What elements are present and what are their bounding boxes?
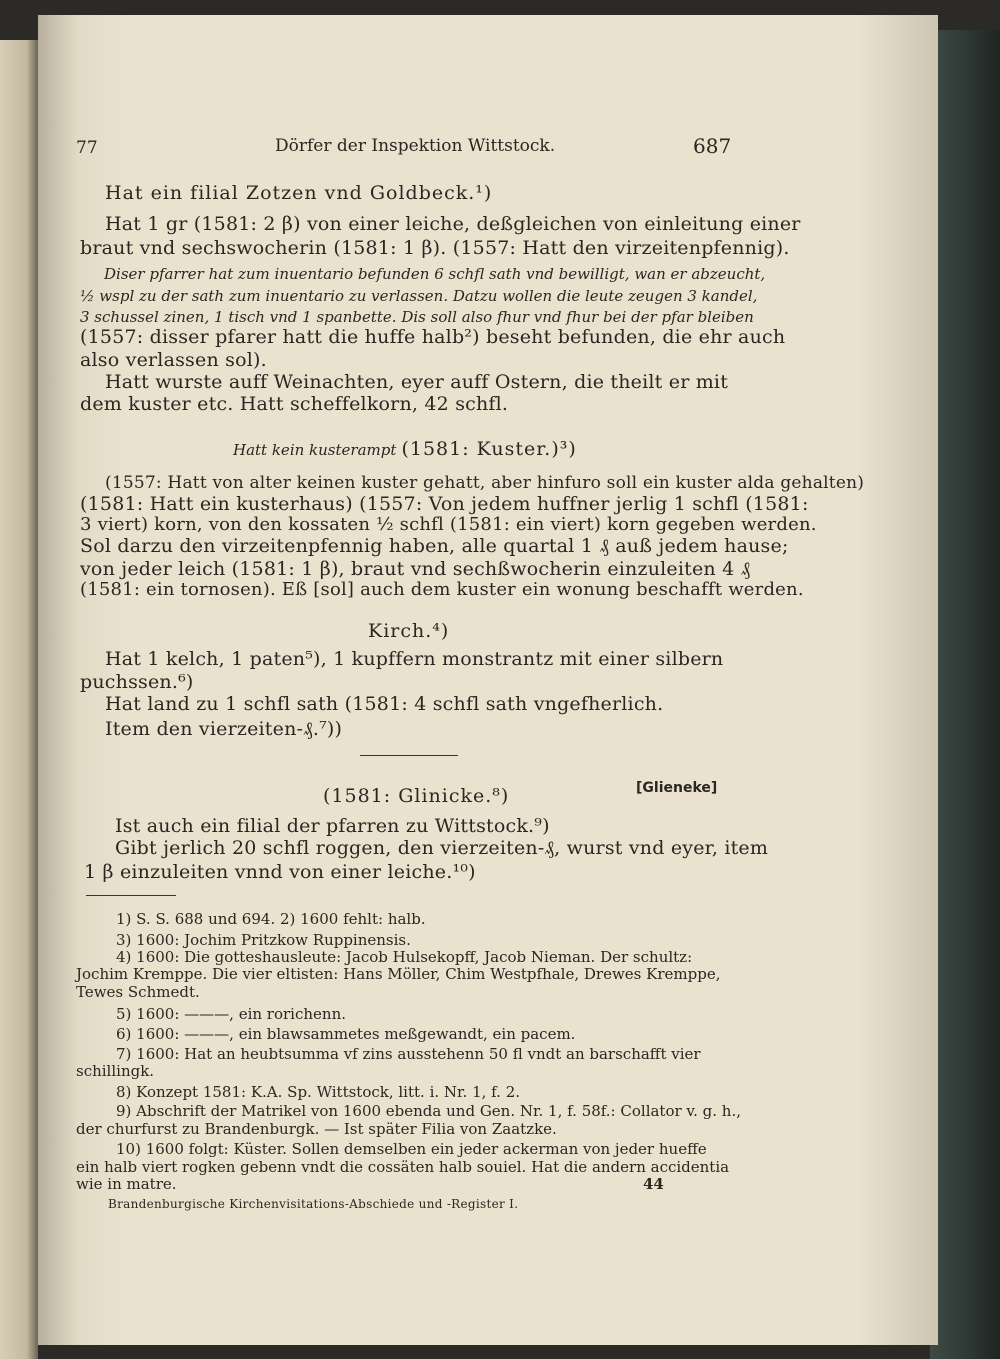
- text-line: von jeder leich (1581: 1 β), braut vnd sechßwocherin einzuleiten 4 ₰: [80, 558, 751, 580]
- footnote: 3) 1600: Jochim Pritzkow Ruppinensis.: [116, 931, 411, 949]
- book-page: [38, 15, 938, 1345]
- section-divider: [360, 755, 458, 756]
- footnote: ein halb viert rogken gebenn vndt die cossäten halb souiel. Hat die andern accidentia: [76, 1158, 730, 1176]
- header-left-number: 77: [76, 138, 98, 158]
- italic-line: Diser pfarrer hat zum inuentario befunden 6 schfl sath vnd bewilligt, wan er abzeucht,: [104, 265, 766, 283]
- margin-note: [Glieneke]: [636, 780, 718, 796]
- text-line: Item den vierzeiten-₰.⁷)): [105, 718, 343, 740]
- section-heading-kirch: Kirch.⁴): [368, 620, 450, 642]
- footnote: wie in matre.: [76, 1175, 177, 1193]
- footnote: Tewes Schmedt.: [76, 983, 200, 1001]
- text-line: Gibt jerlich 20 schfl roggen, den vierzeiten-₰, wurst vnd eyer, item: [115, 837, 769, 859]
- footnote: schillingk.: [76, 1062, 155, 1080]
- text-line: braut vnd sechswocherin (1581: 1 β). (1557: Hatt den virzeitenpfennig).: [80, 237, 790, 259]
- facing-page-edge: [0, 40, 38, 1359]
- section-heading-zotzen: Hat ein filial Zotzen vnd Goldbeck.¹): [105, 182, 493, 204]
- running-title: Dörfer der Inspektion Wittstock.: [275, 136, 556, 156]
- footnote: Jochim Kremppe. Die vier eltisten: Hans Möller, Chim Westpfhale, Drewes Kremppe,: [76, 965, 721, 983]
- text-line: 1 β einzuleiten vnnd von einer leiche.¹⁰): [84, 861, 476, 883]
- italic-line: 3 schussel zinen, 1 tisch vnd 1 spanbette. Dis soll also fhur vnd fhur bei der pfar bleiben: [80, 308, 754, 326]
- text-line: Ist auch ein filial der pfarren zu Wittstock.⁹): [115, 815, 550, 837]
- footnote: 5) 1600: ———, ein rorichenn.: [116, 1005, 346, 1023]
- footnote: 9) Abschrift der Matrikel von 1600 ebenda und Gen. Nr. 1, f. 58f.: Collator v. g. h.,: [116, 1102, 741, 1120]
- text-line: (1581: Hatt ein kusterhaus) (1557: Von jedem huffner jerlig 1 schfl (1581:: [80, 493, 809, 515]
- text-line: Hat 1 kelch, 1 paten⁵), 1 kupffern monstrantz mit einer silbern: [105, 648, 724, 670]
- footnote: der churfurst zu Brandenburgk. — Ist später Filia von Zaatzke.: [76, 1120, 557, 1138]
- heading-roman-part: (1581: Kuster.)³): [401, 438, 577, 460]
- text-line: Hat 1 gr (1581: 2 β) von einer leiche, deßgleichen von einleitung einer: [105, 213, 801, 235]
- text-line: dem kuster etc. Hatt scheffelkorn, 42 schfl.: [80, 393, 509, 415]
- footnote: 10) 1600 folgt: Küster. Sollen demselben ein jeder ackerman von jeder hueffe: [116, 1140, 707, 1158]
- text-line: puchssen.⁶): [80, 671, 194, 693]
- text-line: 3 viert) korn, von den kossaten ½ schfl (1581: ein viert) korn gegeben werden.: [80, 514, 817, 535]
- book-cover: [930, 30, 1000, 1359]
- heading-italic-part: Hatt kein kusterampt: [233, 441, 397, 459]
- text-line: (1557: Hatt von alter keinen kuster gehatt, aber hinfuro soll ein kuster alda gehalten): [105, 473, 865, 493]
- section-heading-kuster: [233, 438, 577, 460]
- text-line: also verlassen sol).: [80, 349, 267, 371]
- text-line: Hatt wurste auff Weinachten, eyer auff Ostern, die theilt er mit: [105, 371, 729, 393]
- text-line: Sol darzu den virzeitenpfennig haben, alle quartal 1 ₰ auß jedem hause;: [80, 535, 789, 557]
- italic-line: ½ wspl zu der sath zum inuentario zu verlassen. Datzu wollen die leute zeugen 3 kandel,: [80, 287, 758, 305]
- text-line: (1581: ein tornosen). Eß [sol] auch dem kuster ein wonung beschafft werden.: [80, 579, 804, 600]
- footnote: 4) 1600: Die gotteshausleute: Jacob Hulsekopff, Jacob Nieman. Der schultz:: [116, 948, 693, 966]
- footnote: 8) Konzept 1581: K.A. Sp. Wittstock, litt. i. Nr. 1, f. 2.: [116, 1083, 521, 1101]
- text-line: (1557: disser pfarer hatt die huffe halb²) beseht befunden, die ehr auch: [80, 326, 786, 348]
- text-line: Hat land zu 1 schfl sath (1581: 4 schfl sath vngefherlich.: [105, 693, 664, 715]
- footnote: 1) S. S. 688 und 694. 2) 1600 fehlt: halb.: [116, 910, 426, 928]
- footnote-rule: [86, 895, 176, 896]
- signature-line: Brandenburgische Kirchenvisitations-Abschiede und -Register I.: [108, 1197, 519, 1211]
- footnote: 7) 1600: Hat an heubtsumma vf zins ausstehenn 50 fl vndt an barschafft vier: [116, 1045, 701, 1063]
- section-heading-glinicke: (1581: Glinicke.⁸): [323, 785, 510, 807]
- footnote: 6) 1600: ———, ein blawsammetes meßgewandt, ein pacem.: [116, 1025, 576, 1043]
- sheet-number: 44: [643, 1175, 664, 1193]
- page-number: 687: [693, 134, 732, 158]
